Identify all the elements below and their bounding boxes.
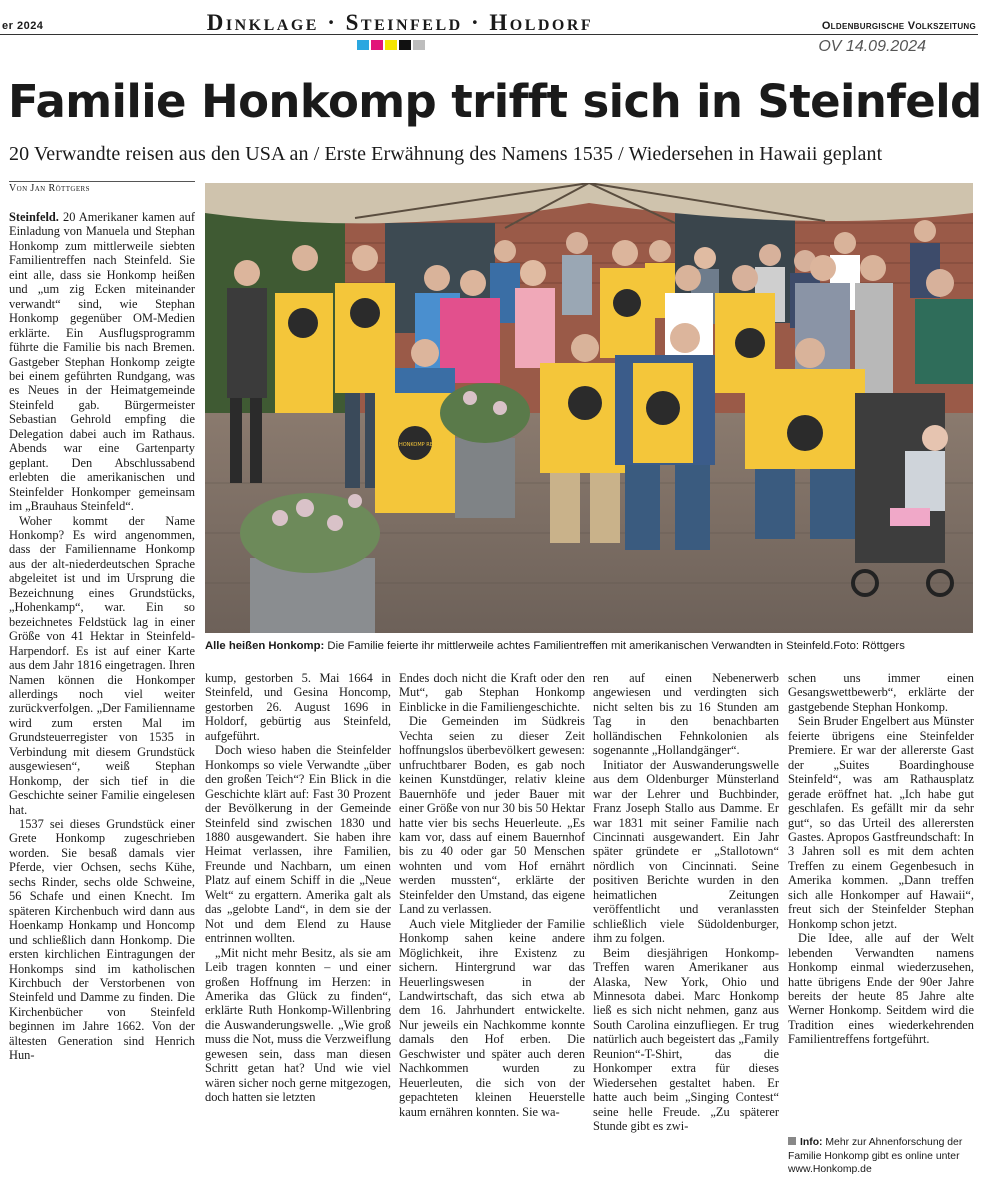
article-column-5 xyxy=(788,671,974,1047)
paragraph-text: 20 Amerikaner kamen auf Einladung von Manuela und Stephan Honkomp zum mittlerweile siebten Familientreffen nach Steinfeld. Sie eint alle, dass sie Honkomp heißen und „um zig Ecken miteinander verwandt“ sind, wie Stephan Honkomp gegenüber OM-Medien erklärte. Ein Ausflugsprogramm führte die Familie bis nach Bremen. Gastgeber Stephan Honkomp zeigte bei einem geführten Rundgang, was es Neues in der Heimatgemeinde Steinfeld gab. Bürgermeister Sebastian Gehrold empfing die Delegation dabei auch im Rathaus. Abends war eine Gartenparty geplant. Den Abschlussabend erlebten die amerikanischen und Steinfelder Honkomper gemeinsam im „Brauhaus Steinfeld“. xyxy=(9,210,195,514)
article-column-4 xyxy=(593,671,779,1134)
swatch-cyan xyxy=(357,40,369,50)
swatch-gray xyxy=(413,40,425,50)
hydrangea-back xyxy=(440,383,530,443)
paragraph: Sein Bruder Engelbert aus Münster feierte übrigens eine Steinfelder Premiere. Er war der allererste Gast der „Suites Boardinghouse Steinfeld“, was am Rathausplatz gerade eröffnet hat. „Ich habe gut geschlafen. Es gefällt mir da sehr gut“, so das Urteil des allerersten Gastes. Apropos Gastfreundschaft: In 3 Jahren soll es mit dem achten Treffen zu einem Gegenbesuch in Amerika kommen. „Dann treffen sich alle Honkomper auf Hawaii“, freut sich der Steinfelder Stephan Honkomp schon jetzt. xyxy=(788,714,974,931)
info-label: Info: xyxy=(800,1137,823,1148)
paragraph: Initiator der Auswanderungswelle aus dem Oldenburger Münsterland war der Lehrer und Buchbinder, Franz Joseph Stallo aus Damme. Er war 1831 mit seiner Familie nach Cincinnati ausgewandert. Ein Jahr später gründete er „Stallotown“ nördlich von Cincinnati. Seine positiven Berichte wurden in den heimatlichen Zeitungen veröffentlicht und veranlassten schließlich viele Südoldenburger, ihm zu folgen. xyxy=(593,757,779,946)
paragraph: Woher kommt der Name Honkomp? Es wird angenommen, dass der Familienname Honkomp aus der alt-niederdeutschen Sprache abgeleitet ist und im Ursprung die Bezeichnung eines Grundstücks, „Hohenkamp“, war. Ein so bezeichnetes Feldstück lag in einer Größe von 41 Hektar in Steinfeld-Harpendorf. Es ist auf einer Karte aus dem Jahr 1816 eingetragen. Ihren Namen können die Honkomper allerdings noch viel weiter zurückverfolgen. „Der Familienname wird zum ersten Mal im Grundsteuerregister von 1535 in Verbindung mit diesem Grundstück ausgewiesen“, weiß Stephan Honkomp, der sich tief in die Geschichte seiner Familie eingelesen hat. xyxy=(9,513,195,817)
paragraph: kump, gestorben 5. Mai 1664 in Steinfeld, und Gesina Honcomp, gestorben 26. August 1696 in Holdorf, gebürtig aus Steinfeld, aufgeführt. xyxy=(205,671,391,743)
section-title: Dinklage · Steinfeld · Holdorf xyxy=(206,10,594,35)
paragraph: Endes doch nicht die Kraft oder den Mut“, gab Stephan Honkomp Einblicke in die Familiengeschichte. xyxy=(399,671,585,714)
paragraph: schen uns immer einen Gesangswettbewerb“, erklärte der gastgebende Stephan Honkomp. xyxy=(788,671,974,714)
paragraph: ren auf einen Nebenerwerb angewiesen und verdingten sich nicht selten bis zu 16 Stunden am Tag in den benachbarten holländischen Fehnkolonien als sogenannte „Hollandgänger“. xyxy=(593,671,779,758)
planter-back xyxy=(455,438,515,518)
article-column-1 xyxy=(9,210,195,1063)
info-box xyxy=(788,1136,978,1177)
byline: Von Jan Röttgers xyxy=(9,183,90,194)
shirt-logo-text: FAMILY HONKOMP REUNION xyxy=(380,442,450,448)
headline: Familie Honkomp trifft sich in Steinfeld xyxy=(8,75,982,128)
subheadline: 20 Verwandte reisen aus den USA an / Erste Erwähnung des Namens 1535 / Wiedersehen in Hawaii geplant xyxy=(9,143,883,165)
photo-caption xyxy=(205,640,981,652)
paragraph: Beim diesjährigen Honkomp-Treffen waren Amerikaner aus Alaska, New York, Ohio und Minnesota dabei. Marc Honkomp ließ es sich nicht nehmen, ganz aus South Carolina einzufliegen. Er trug natürlich auch begeistert das „Family Reunion“-T-Shirt, das die Honkomper extra für dieses Wiedersehen gestaltet haben. Er hatte auch beim „Singing Contest“ seine helle Freude. „Zu späterer Stunde gibt es zwi- xyxy=(593,945,779,1134)
newspaper-name: Oldenburgische Volkszeitung xyxy=(821,20,976,32)
caption-text: Die Familie feierte ihr mittlerweile achtes Familientreffen mit amerikanischen Verwandten in Steinfeld.Foto: Röttgers xyxy=(327,640,905,652)
article-column-3 xyxy=(399,671,585,1119)
paragraph: „Mit nicht mehr Besitz, als sie am Leib tragen konnten – und einer großen Hoffnung im Herzen: in Amerika das Glück zu finden“, erklärte Ruth Honkomp-Willenbring die Auswanderungswelle. „Wie groß muss die Not, muss die Verzweiflung gewesen sein, dass man diesen Schritt getan hat? Und wie viel wären sicher noch gerne mitgezogen, doch hatten sie letzten xyxy=(205,945,391,1105)
info-text: Mehr zur Ahnenforschung der Familie Honkomp gibt es online unter www.Honkomp.de xyxy=(788,1137,963,1175)
swatch-yellow xyxy=(385,40,397,50)
dateline: Steinfeld. xyxy=(9,210,59,224)
caption-lead: Alle heißen Honkomp: xyxy=(205,640,325,652)
swatch-black xyxy=(399,40,411,50)
color-registration-marks xyxy=(357,40,425,50)
article-column-2 xyxy=(205,671,391,1105)
paragraph: Doch wieso haben die Steinfelder Honkomps so viele Verwandte „über den großen Teich“? Ein Blick in die Geschichte klärt auf: Fast 30 Prozent der Bevölkerung in der Gemeinde Steinfeld sind zwischen 1830 und 1880 ausgewandert. Sie haben ihre Heimat verlassen, ihre Familien, Freunde und Nachbarn, um einen Platz auf einem Schiff in die „Neue Welt“ zu ergattern. Amerika galt als das „gelobte Land“, in dem sie der Not und dem Elend zu Hause entrinnen wollten. xyxy=(205,743,391,946)
header-rule xyxy=(0,34,978,35)
issue-date: OV 14.09.2024 xyxy=(818,38,926,55)
paragraph: 1537 sei dieses Grundstück einer Grete Honkomp zugeschrieben worden. Sie besaß damals vier Pferde, vier Ochsen, sechs Kühe, sechs Rinder, sechs olde Schweine, 56 Schafe und einen Knecht. Im späteren Kirchenbuch wird dann aus Hoenkamp Honkamp und Honcomp und schließlich dann Honkomp. Die ersten kirchlichen Eintragungen der Honkomps sind im katholischen Kirchbuch der Verstorbenen von Steinfeld und Damme zu finden. Die Kirchenbücher von Steinfeld beginnen im Jahre 1662. Von der ältesten Generation sind Henrich Hun- xyxy=(9,817,195,1063)
paragraph xyxy=(9,210,195,514)
paragraph: Die Gemeinden im Südkreis Vechta seien zu dieser Zeit hoffnungslos überbevölkert gewesen: unfruchtbarer Boden, es gab noch keinen Kunstdünger, relativ kleine Bauernhöfe und jeder Bauer mit einer Größe von nur 30 bis 50 Hektar hatte vier bis sechs Heuerleute. „Es kam vor, dass auf einem Bauernhof bis zu 40 oder gar 50 Menschen wohnten und vom Hof ernährt werden mussten“, erklärte der Steinfelder den Umstand, das eigene Land zu verlassen. xyxy=(399,714,585,917)
paragraph: Die Idee, alle auf der Welt lebenden Verwandten namens Honkomp einmal wiederzusehen, hatte übrigens Ende der 90er Jahre bereits der heute 85 Jahre alte Werner Honkomp. Seitdem wird die Tradition eines wiederkehrenden Familientreffens fortgeführt. xyxy=(788,931,974,1047)
edition-year: er 2024 xyxy=(2,20,44,32)
paragraph: Auch viele Mitglieder der Familie Honkomp sahen keine andere Möglichkeit, ihre Existenz zu sichern. Hintergrund war das Heuerlingswesen in der Landwirtschaft, das sich etwa ab dem 16. Jahrhundert entwickelte. Nur jeweils ein Nachkomme konnte damals den Hof erben. Die Geschwister und später auch deren Nachkommen wurden zu Heuerleuten, die sich von der gepachteten kleinen Heuerstelle kaum ernähren konnten. Sie wa- xyxy=(399,916,585,1119)
group-photo xyxy=(205,183,973,633)
info-square-icon xyxy=(788,1137,796,1145)
byline-rule xyxy=(9,181,195,182)
swatch-magenta xyxy=(371,40,383,50)
